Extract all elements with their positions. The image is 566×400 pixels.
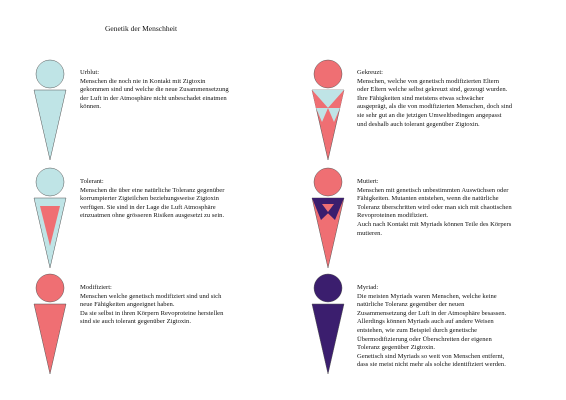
entry-name: Modifiziert: bbox=[80, 284, 112, 291]
entry-text-myriad bbox=[357, 284, 542, 370]
figure-modifiziert bbox=[32, 272, 68, 377]
entry-text-mutiert bbox=[357, 178, 542, 238]
entry-line: entstehen, wie zum Beispiel durch genetische bbox=[357, 326, 478, 334]
entry-line: Übermodifizierung oder Überschreiten der eigenen bbox=[357, 335, 492, 343]
entry-line: Toleranz gegenüber Zigtoxin. bbox=[357, 344, 436, 352]
entry-line: Menschen die noch nie in Kontakt mit Zigtoxin bbox=[80, 77, 206, 85]
figure-myriad bbox=[310, 272, 346, 377]
entry-text-urblut bbox=[80, 69, 265, 112]
figure-head bbox=[36, 274, 64, 302]
entry-line: mutieren. bbox=[357, 229, 383, 237]
entry-line: gekommen sind und welche die neue Zusammensetzung bbox=[80, 86, 229, 94]
page-title: Genetik der Menschheit bbox=[105, 24, 178, 33]
entry-line: Toleranz überschritten wird oder man sich mit chaotischen bbox=[357, 203, 512, 211]
person-figure bbox=[310, 272, 346, 377]
entry-line: Menschen, welche von genetisch modifizierten Eltern bbox=[357, 77, 500, 85]
entry-line: Da sie selbst in ihren Körpern Revoproteine herstellen bbox=[80, 309, 224, 317]
entry-line: verfügen. Sie sind in der Lage die Luft Atmosphäre bbox=[80, 203, 216, 211]
entry-line: sie sehr gut an die jetzigen Umweltbedingen angepasst bbox=[357, 111, 502, 119]
entry-text-tolerant bbox=[80, 178, 265, 221]
figure-gekreuzt bbox=[310, 58, 346, 163]
figure-head bbox=[36, 60, 64, 88]
person-figure bbox=[32, 166, 68, 271]
person-figure bbox=[310, 58, 346, 163]
entry-line: Allerdings können Myriads auch auf andere Weisen bbox=[357, 318, 494, 326]
entry-line: Menschen mit genetisch unbestimmten Auswüchsen oder bbox=[357, 186, 509, 194]
figure-mutiert bbox=[310, 166, 346, 271]
figure-body bbox=[34, 304, 66, 374]
entry-line: korrumpierter Zigteilchen beziehungsweise Zigtoxin bbox=[80, 195, 219, 203]
entry-line: Menschen die über eine natürliche Toleranz gegenüber bbox=[80, 186, 225, 194]
entry-line: Revoproteinen modifiziert. bbox=[357, 212, 429, 220]
person-figure bbox=[32, 272, 68, 377]
entry-line: dass sie meist nicht mehr als solche identifiziert werden. bbox=[357, 361, 506, 369]
entry-line: Fähigkeiten. Mutanten entstehen, wenn die natürliche bbox=[357, 195, 499, 203]
figure-urblut bbox=[32, 58, 68, 163]
entry-line: Zusammensetzung der Luft in der Atmosphäre besassen. bbox=[357, 309, 507, 317]
figure-body bbox=[34, 90, 66, 160]
entry-name: Mutiert: bbox=[357, 178, 379, 185]
figure-head bbox=[314, 60, 342, 88]
person-figure bbox=[32, 58, 68, 163]
entry-line: und deshalb auch tolerant gegenüber Zigtoxin. bbox=[357, 120, 480, 128]
entry-line: Genetisch sind Myriads so weit von Menschen entfernt, bbox=[357, 352, 505, 360]
entry-line: können. bbox=[80, 103, 102, 111]
entry-name: Gekreuzt: bbox=[357, 69, 383, 76]
figure-head bbox=[314, 274, 342, 302]
entry-name: Tolerant: bbox=[80, 178, 104, 185]
entry-line: Die meisten Myriads waren Menschen, welche keine bbox=[357, 292, 497, 300]
entry-line: einzuatmen ohne grösseren Risiken ausgesetzt zu sein. bbox=[80, 212, 225, 220]
entry-text-gekreuzt bbox=[357, 69, 542, 129]
entry-line: neue Fähigkeiten angeeignet haben. bbox=[80, 301, 175, 309]
entry-line: Menschen welche genetisch modifiziert sind und sich bbox=[80, 292, 222, 300]
entry-line: ausgeprägt, als die von modifizierten Menschen, doch sind bbox=[357, 103, 513, 111]
figure-head bbox=[314, 168, 342, 196]
figure-body bbox=[312, 304, 344, 374]
entry-text-modifiziert bbox=[80, 284, 265, 327]
figure-head bbox=[36, 168, 64, 196]
entry-line: sind sie auch tolerant gegenüber Zigtoxin. bbox=[80, 318, 191, 326]
entry-line: der Luft in der Atmosphäre nicht unbeschadet einatmen bbox=[80, 94, 227, 102]
figure-tolerant bbox=[32, 166, 68, 271]
entry-line: Ihre Fähigkeiten sind meistens etwas schwächer bbox=[357, 94, 484, 102]
entry-line: Auch nach Kontakt mit Myriads können Teile des Körpers bbox=[357, 220, 512, 228]
entry-line: natürliche Toleranz gegenüber der neuen bbox=[357, 301, 465, 309]
person-figure bbox=[310, 166, 346, 271]
entry-line: oder Eltern welche selbst gekreuzt sind, gezeugt wurden. bbox=[357, 86, 508, 94]
entry-name: Urblut: bbox=[80, 69, 100, 76]
entry-name: Myriad: bbox=[357, 284, 379, 291]
